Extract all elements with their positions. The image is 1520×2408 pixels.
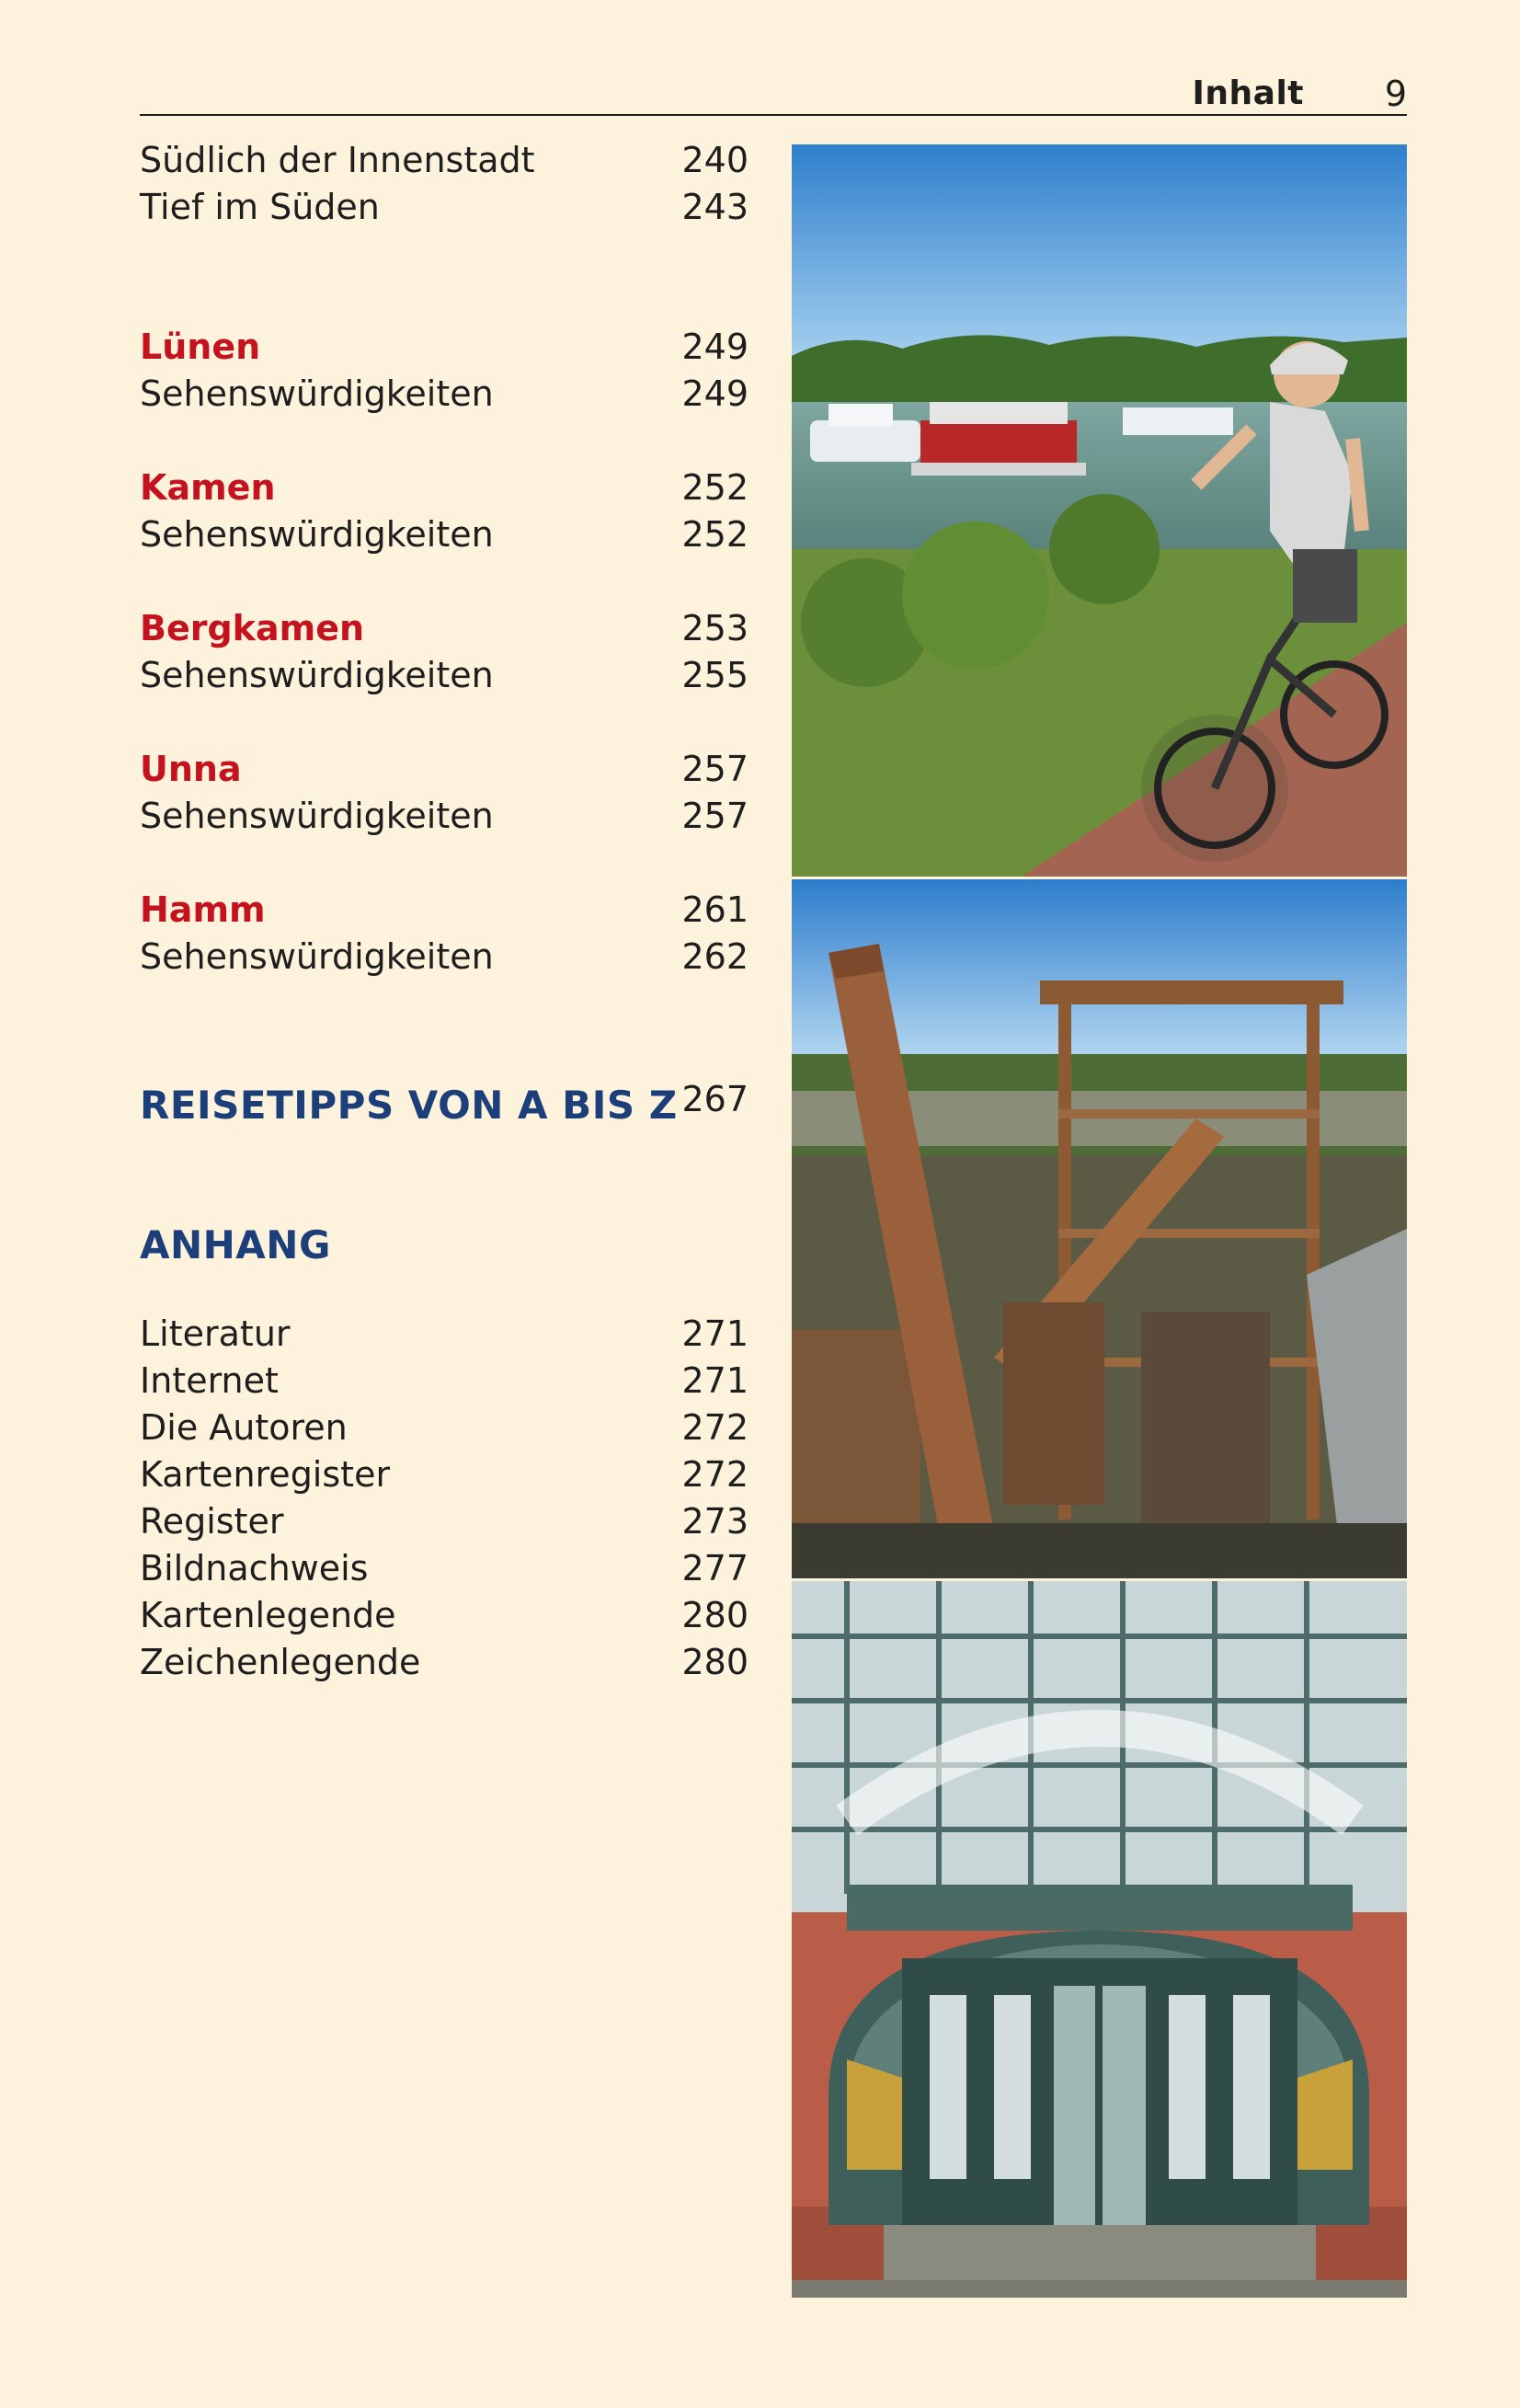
toc-entry-label: Sehenswürdigkeiten (140, 936, 494, 977)
toc-entry[interactable] (140, 1358, 756, 1404)
toc-entry-page: 249 (681, 327, 749, 367)
toc-entry-page: 261 (681, 889, 749, 930)
toc-entry-page: 271 (681, 1313, 749, 1354)
toc-entry-page: 253 (681, 608, 749, 648)
table-of-contents (140, 0, 756, 2408)
toc-entry[interactable] (140, 1545, 756, 1591)
toc-entry-page: 277 (681, 1548, 749, 1588)
toc-entry[interactable] (140, 184, 756, 230)
toc-entry-label: Sehenswürdigkeiten (140, 796, 494, 836)
toc-entry[interactable] (140, 1592, 756, 1638)
toc-entry-page: 273 (681, 1501, 749, 1542)
toc-city-label: Bergkamen (140, 608, 365, 648)
toc-city-entry[interactable] (140, 324, 756, 370)
photo-cyclist-marina-image (792, 144, 1407, 877)
toc-city-entry[interactable] (140, 605, 756, 651)
page-number: 9 (1384, 74, 1407, 114)
toc-entry-page: 280 (681, 1642, 749, 1682)
toc-entry[interactable] (140, 934, 756, 980)
toc-entry-label: Register (140, 1501, 284, 1542)
section-heading-reisetipps[interactable]: REISETIPPS VON A BIS Z (140, 1083, 678, 1128)
toc-entry-page: 280 (681, 1595, 749, 1635)
toc-city-entry[interactable] (140, 887, 756, 933)
photo-cyclist-marina (792, 144, 1407, 877)
section-heading-page: 267 (681, 1079, 749, 1119)
toc-entry[interactable] (140, 371, 756, 417)
toc-city-label: Kamen (140, 467, 276, 508)
toc-entry-label: Tief im Süden (140, 187, 380, 227)
toc-entry[interactable] (140, 1639, 756, 1685)
photo-industrial-site (792, 879, 1407, 1578)
toc-city-label: Unna (140, 749, 242, 789)
toc-entry-page: 272 (681, 1454, 749, 1495)
toc-entry-label: Die Autoren (140, 1407, 348, 1448)
toc-city-entry[interactable] (140, 464, 756, 510)
toc-entry-label: Literatur (140, 1313, 291, 1354)
toc-entry-page: 240 (681, 140, 749, 180)
toc-entry-label: Sehenswürdigkeiten (140, 373, 494, 414)
toc-entry-page: 271 (681, 1360, 749, 1401)
toc-entry-page: 252 (681, 467, 749, 508)
section-title: Inhalt (1192, 75, 1304, 112)
toc-entry[interactable] (140, 1311, 756, 1357)
toc-entry-label: Bildnachweis (140, 1548, 369, 1588)
toc-entry[interactable] (140, 1405, 756, 1451)
toc-entry[interactable] (140, 1451, 756, 1497)
toc-entry-page: 262 (681, 936, 749, 977)
toc-entry-label: Sehenswürdigkeiten (140, 514, 494, 555)
toc-entry-page: 249 (681, 373, 749, 414)
toc-entry[interactable] (140, 1498, 756, 1544)
toc-entry-label: Zeichenlegende (140, 1642, 421, 1682)
toc-entry-label: Kartenregister (140, 1454, 391, 1495)
toc-entry[interactable] (140, 511, 756, 557)
toc-entry-page: 257 (681, 796, 749, 836)
photo-industrial-site-image (792, 879, 1407, 1578)
toc-city-label: Hamm (140, 889, 266, 930)
toc-entry[interactable] (140, 137, 756, 183)
toc-entry[interactable] (140, 793, 756, 839)
toc-entry-page: 272 (681, 1407, 749, 1448)
toc-entry-label: Internet (140, 1360, 279, 1401)
section-heading-anhang[interactable]: ANHANG (140, 1222, 331, 1267)
photo-art-nouveau-gate-image (792, 1581, 1407, 2298)
toc-entry-label: Kartenlegende (140, 1595, 396, 1635)
toc-entry-page: 252 (681, 514, 749, 555)
toc-entry-page: 243 (681, 187, 749, 227)
toc-city-entry[interactable] (140, 746, 756, 792)
toc-entry[interactable] (140, 652, 756, 698)
toc-entry-page: 255 (681, 655, 749, 695)
toc-city-label: Lünen (140, 327, 261, 367)
toc-entry-page: 257 (681, 749, 749, 789)
photo-art-nouveau-gate (792, 1581, 1407, 2298)
toc-entry-label: Südlich der Innenstadt (140, 140, 535, 180)
toc-entry-label: Sehenswürdigkeiten (140, 655, 494, 695)
